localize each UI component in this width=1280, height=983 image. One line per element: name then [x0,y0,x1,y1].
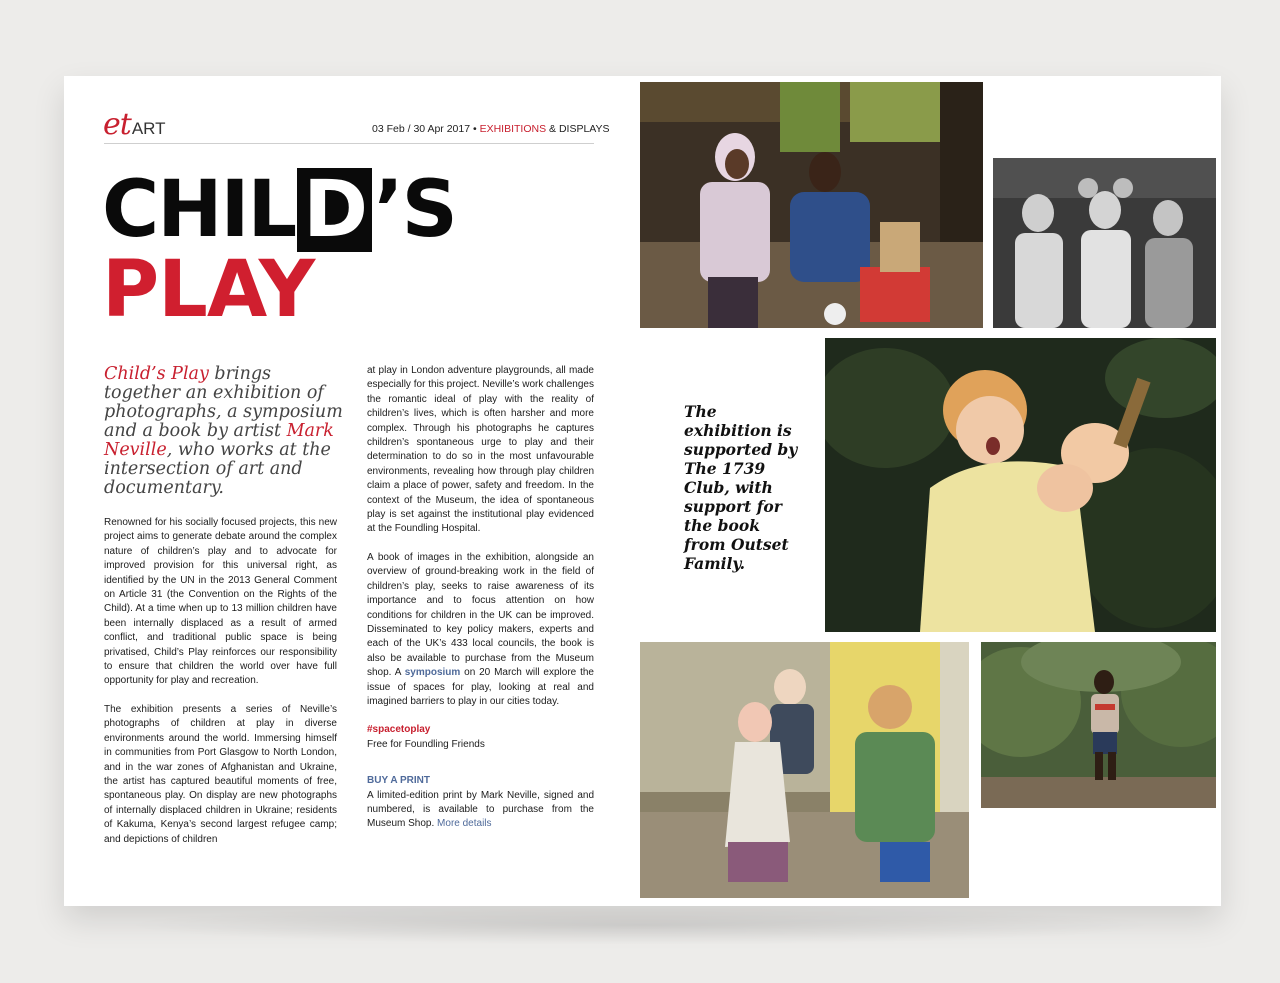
date-range: 03 Feb / 30 Apr 2017 • [372,123,477,135]
brand-et: et [103,107,131,142]
photo-three-children-indoors [640,642,969,898]
intro-text-2: , who works at the intersection of art and documentary. [104,440,331,498]
headline-boxed-d: D [297,168,372,252]
category-exhibitions: EXHIBITIONS [479,123,547,135]
info-block [367,723,594,752]
headline-s: ’S [374,165,456,255]
headline-line2: PLAY [102,245,315,335]
body-paragraph [367,551,594,709]
body-text: A book of images in the exhibition, alongside an overview of ground-breaking work in the field of children’s play, seeks to raise awareness of its importance and to focus attention on how conditions for children in the UK can be improved. Disseminated to key policy makers, experts and each of the UK’s 433 local councils, the book is also be available to purchase from the Museum shop. A [367,551,594,679]
buy-print-text-wrap [367,789,594,832]
intro-text-1: brings together an exhibition of photographs, a symposium and a book by artist [104,364,343,441]
brand-logo [103,107,166,142]
intro-artist-name: Mark Neville [104,421,334,460]
body-paragraph: The exhibition presents a series of Neville’s photographs of children at play in diverse environments around the world. Immersing himself in communities from Port Glasgow to North London, and in the war zones of Afghanistan and Ukraine, the artist has captured beautiful moments of free, spontaneous play. On display are new photographs of internally displaced children in Ukraine; residents of Kakuma, Kenya’s second largest refugee camp; and depictions of children [104,703,337,845]
pull-quote: The exhibition is supported by The 1739 Club, with support for the book from Outset Family. [684,402,798,573]
intro-title-ref: Child’s Play [104,364,209,384]
more-details-link[interactable]: More details [437,818,492,830]
body-paragraph: at play in London adventure playgrounds, all made especially for this project. Neville’s work challenges the romantic ideal of play with the reality of children’s lives, which is often harsher and more complex. Through his photographs he captures children’s spontaneous urge to play and their determination to do so in the most unfavourable environments, revealing how through play children claim a place of power, safety and freedom. In the context of the Museum, the idea of spontaneous play is set against the institutional play evidenced at the Foundling Hospital. [367,365,594,535]
body-text: on 20 March will explore the issue of spaces for play, looking at real and imagined barriers to play in our cities today. [367,667,594,707]
page-shadow [120,905,1160,945]
headline-chil: CHIL [102,165,296,255]
body-column-1 [104,516,337,861]
photo-girl-yellow [825,338,1216,632]
body-column-2 [367,364,594,832]
header-divider [104,143,594,144]
photo-boy-foliage [981,642,1216,808]
buy-print-heading: BUY A PRINT [367,775,430,787]
brand-art: ART [131,119,166,138]
symposium-link[interactable]: symposium [404,667,461,679]
intro-standfirst [104,365,344,498]
hashtag: #spacetoplay [367,724,431,736]
category-displays: & DISPLAYS [549,123,610,135]
free-note: Free for Foundling Friends [367,738,485,750]
photo-children-night [640,82,983,328]
body-paragraph: Renowned for his socially focused projects, this new project aims to generate debate around the complex nature of children’s play and to advocate for improved provision for this universal right, as identified by the UN in the 2013 General Comment on Article 31 (the Convention on the Rights of the Child). At a time when up to 13 million children have been internally displaced as a result of armed conflict, and traditional public space is being privatised, Child’s Play reinforces our responsibility to ensure that children the world over have full opportunity for play and recreation. [104,517,337,687]
dateline [372,123,610,135]
buy-print-block [367,774,594,832]
buy-print-text: A limited-edition print by Mark Neville, signed and numbered, is available to purchase from the Museum Shop. [367,789,594,830]
headline-line1 [102,165,456,255]
photo-three-children-bw [993,158,1216,328]
